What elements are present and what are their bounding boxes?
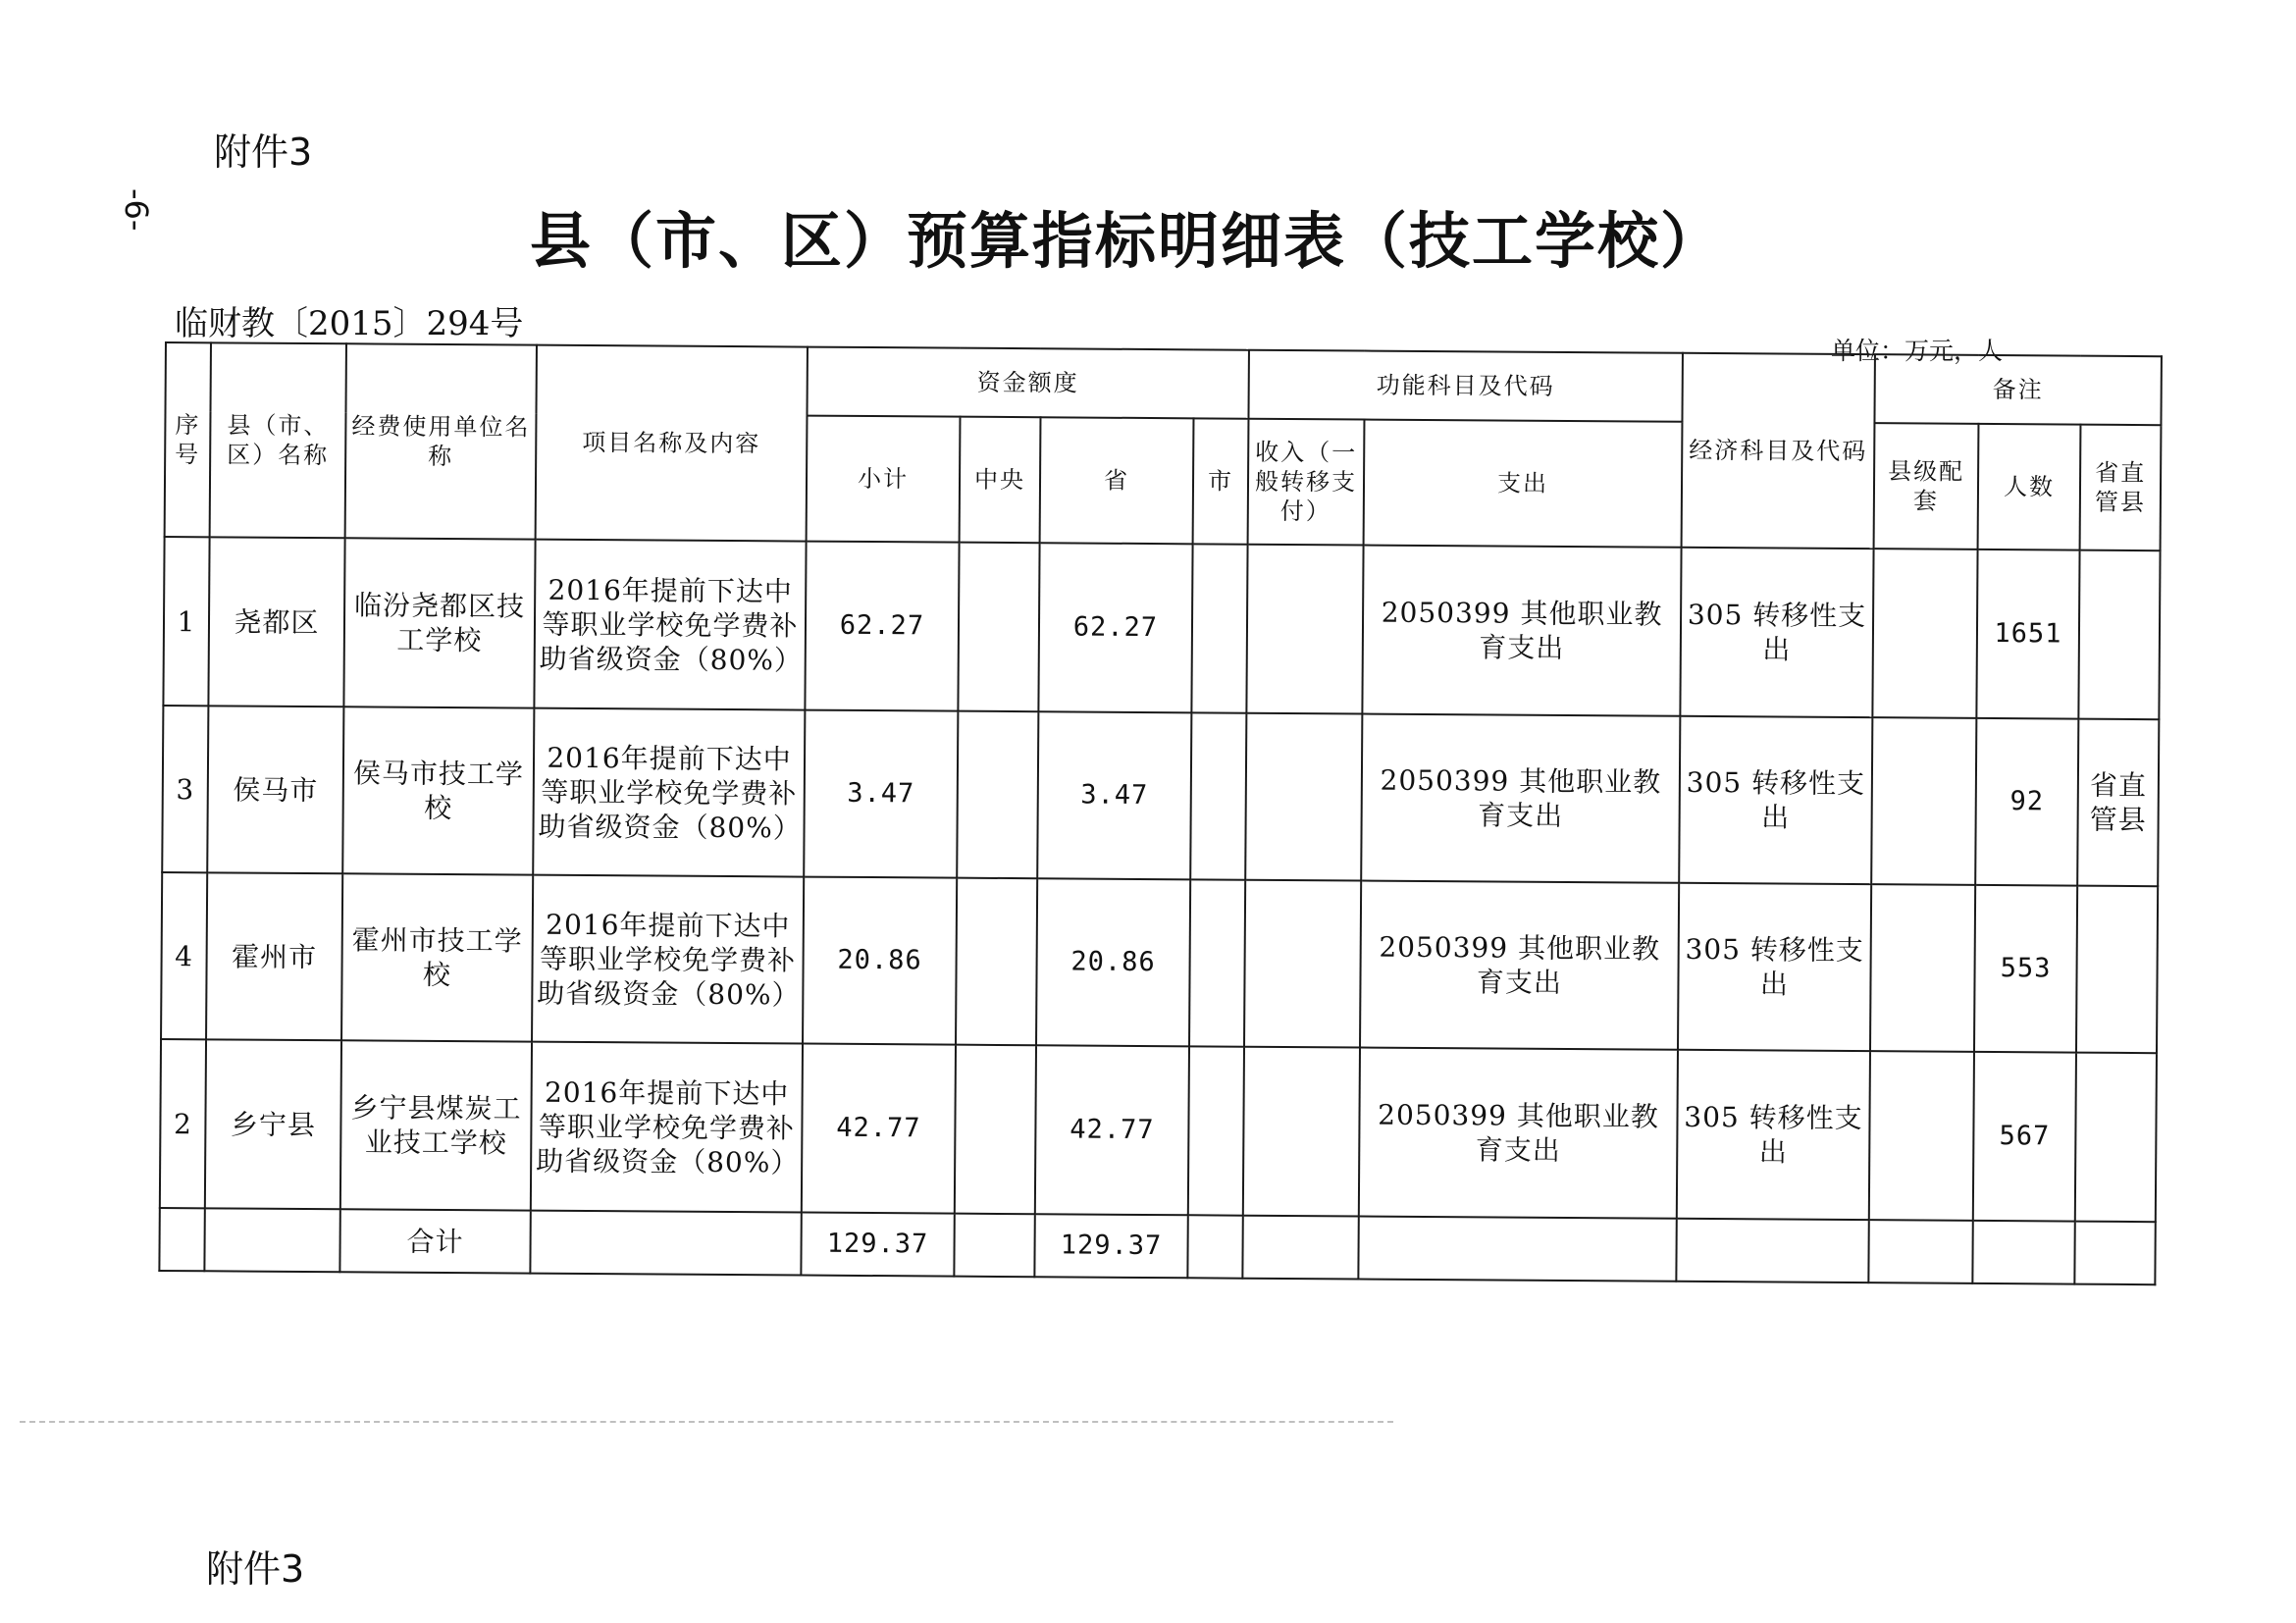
- cell-unit: 侯马市技工学校: [342, 707, 534, 874]
- cell-expense: 2050399 其他职业教育支出: [1361, 714, 1680, 883]
- cell-county: 尧都区: [208, 537, 344, 707]
- cell-people: 553: [1974, 885, 2077, 1053]
- cell-income: [1243, 1047, 1360, 1217]
- cell-central: [955, 1045, 1036, 1215]
- header-remarks: 备注: [1874, 354, 2162, 425]
- document-number: 临财教〔2015〕294号: [175, 304, 524, 343]
- cell-county-match: [1869, 1051, 1974, 1221]
- header-remarks-people: 人数: [1978, 424, 2081, 550]
- cell-unit: 乡宁县煤炭工业技工学校: [340, 1040, 532, 1210]
- total-income: [1242, 1216, 1358, 1280]
- attachment-label: 附件3: [214, 131, 313, 174]
- cell-direct: [2078, 550, 2160, 720]
- cell-county: 乡宁县: [205, 1039, 341, 1209]
- cell-county-match: [1872, 549, 1977, 718]
- page-margin-marker: -6-: [118, 188, 155, 232]
- budget-table: [158, 341, 2163, 1285]
- total-central: [954, 1214, 1034, 1278]
- cell-subtotal: 42.77: [802, 1044, 956, 1214]
- footer-attachment-label: 附件3: [206, 1547, 305, 1591]
- total-province: 129.37: [1034, 1214, 1187, 1278]
- total-people: [1972, 1221, 2074, 1284]
- cell-city: [1191, 544, 1247, 712]
- header-remarks-direct: 省直管县: [2080, 425, 2162, 551]
- table-row: [162, 706, 2159, 886]
- cell-project: 2016年提前下达中等职业学校免学费补助省级资金（80%）: [533, 708, 805, 877]
- cell-city: [1189, 879, 1245, 1046]
- cell-income: [1244, 880, 1361, 1048]
- header-county: 县（市、区）名称: [210, 342, 346, 538]
- cell-county: 侯马市: [207, 706, 343, 873]
- cell-income: [1245, 713, 1362, 881]
- cell-subtotal: 62.27: [805, 542, 959, 711]
- header-funds-subtotal: 小计: [807, 416, 961, 543]
- unit-label: 单位：万元，人: [1831, 337, 2004, 365]
- header-func-income: 收入（一般转移支付）: [1248, 419, 1365, 546]
- table-row: [163, 537, 2160, 719]
- cell-direct: [2075, 1053, 2157, 1223]
- cell-unit: 霍州市技工学校: [341, 873, 533, 1041]
- cell-county-match: [1870, 884, 1975, 1052]
- total-seq-cell: [159, 1208, 204, 1271]
- total-county-match: [1868, 1220, 1972, 1283]
- cell-province: 42.77: [1035, 1045, 1189, 1215]
- cell-econ: 305 转移性支出: [1677, 1050, 1870, 1220]
- cell-direct: [2076, 886, 2158, 1054]
- page-title: 县（市、区）预算指标明细表（技工学校）: [530, 205, 1724, 277]
- total-city: [1187, 1215, 1242, 1278]
- cell-county: 霍州市: [206, 872, 342, 1040]
- cell-project: 2016年提前下达中等职业学校免学费补助省级资金（80%）: [531, 1042, 803, 1213]
- cell-subtotal: 20.86: [803, 877, 957, 1045]
- cell-province: 3.47: [1037, 711, 1191, 879]
- total-expense: [1358, 1217, 1676, 1282]
- cell-seq: 3: [162, 706, 208, 872]
- table-row: [161, 872, 2158, 1053]
- cell-econ: 305 转移性支出: [1678, 883, 1871, 1051]
- cell-seq: 1: [163, 537, 209, 706]
- header-funds-central: 中央: [960, 417, 1041, 544]
- header-funds-province: 省: [1040, 417, 1194, 544]
- header-seq: 序号: [165, 342, 211, 537]
- cell-central: [957, 711, 1038, 879]
- total-county-cell: [204, 1208, 339, 1272]
- header-funds-city: 市: [1193, 418, 1249, 544]
- cell-province: 20.86: [1036, 878, 1190, 1046]
- header-unit: 经费使用单位名称: [345, 343, 537, 539]
- cell-unit: 临汾尧都区技工学校: [343, 538, 535, 707]
- cell-people: 92: [1975, 718, 2078, 886]
- total-econ: [1676, 1219, 1868, 1283]
- header-remarks-county-match: 县级配套: [1874, 423, 1979, 550]
- cell-direct: 省直管县: [2077, 719, 2159, 887]
- cell-people: 1651: [1976, 550, 2079, 719]
- total-direct: [2074, 1222, 2155, 1285]
- cell-people: 567: [1973, 1052, 2076, 1222]
- header-funds: 资金额度: [807, 347, 1248, 419]
- cell-province: 62.27: [1038, 543, 1192, 712]
- scan-divider-line: [20, 1421, 1393, 1423]
- table-row: [160, 1039, 2157, 1222]
- cell-project: 2016年提前下达中等职业学校免学费补助省级资金（80%）: [534, 540, 806, 710]
- header-func-expense: 支出: [1364, 420, 1683, 548]
- cell-expense: 2050399 其他职业教育支出: [1362, 546, 1681, 716]
- header-project: 项目名称及内容: [536, 345, 808, 542]
- total-label: 合计: [339, 1209, 530, 1273]
- cell-central: [958, 543, 1039, 712]
- cell-city: [1190, 712, 1246, 879]
- cell-income: [1246, 545, 1363, 714]
- budget-table-wrapper: [158, 341, 2161, 1283]
- cell-project: 2016年提前下达中等职业学校免学费补助省级资金（80%）: [532, 875, 804, 1044]
- cell-seq: 2: [160, 1039, 206, 1208]
- header-econ-subject: 经济科目及代码: [1682, 353, 1875, 549]
- total-subtotal: 129.37: [801, 1213, 954, 1277]
- cell-central: [956, 878, 1037, 1046]
- header-func-subject: 功能科目及代码: [1248, 350, 1682, 422]
- cell-expense: 2050399 其他职业教育支出: [1360, 881, 1679, 1050]
- cell-seq: 4: [161, 872, 207, 1039]
- cell-city: [1188, 1046, 1244, 1215]
- cell-subtotal: 3.47: [804, 710, 958, 878]
- cell-econ: 305 转移性支出: [1680, 548, 1873, 717]
- cell-expense: 2050399 其他职业教育支出: [1359, 1048, 1678, 1219]
- total-row: [159, 1208, 2155, 1284]
- cell-county-match: [1871, 717, 1976, 885]
- total-project-cell: [530, 1211, 801, 1276]
- cell-econ: 305 转移性支出: [1679, 716, 1872, 884]
